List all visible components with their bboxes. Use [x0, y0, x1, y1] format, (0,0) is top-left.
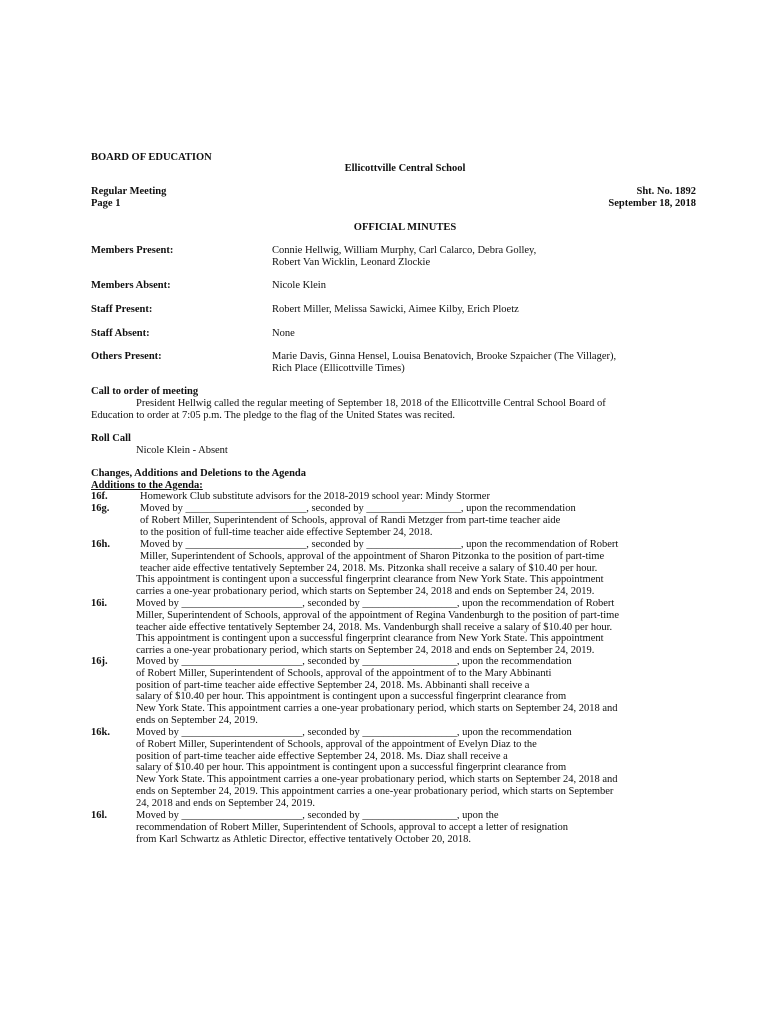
roll-call-value: Nicole Klein - Absent	[136, 445, 228, 456]
others-present-label: Others Present:	[91, 351, 162, 362]
item-line: ends on September 24, 2019.	[136, 714, 258, 726]
item-number-16i: 16i.	[91, 598, 108, 609]
agenda-item-16g	[136, 503, 576, 538]
agenda-item-16f	[140, 491, 490, 503]
item-line: of Robert Miller, Superintendent of Schools, approval of the appointment of Evelyn Diaz to the	[136, 738, 537, 750]
call-to-order-line-1: President Hellwig called the regular meeting of September 18, 2018 of the Ellicottville Central School Board of	[136, 398, 606, 409]
item-line: ends on September 24, 2019. This appointment carries a one-year probationary period, which starts on September	[136, 785, 614, 797]
board-title: BOARD OF EDUCATION	[91, 152, 212, 163]
item-line: This appointment is contingent upon a successful fingerprint clearance from New York State. This appointment	[136, 633, 604, 645]
item-number-16f: 16f.	[91, 491, 108, 502]
item-line: Moved by _______________________, seconded by __________________, upon the recommendation of Robert	[136, 598, 615, 609]
agenda-item-16h	[136, 539, 618, 598]
item-number-16l: 16l.	[91, 810, 108, 821]
others-present-line-2: Rich Place (Ellicottville Times)	[272, 363, 405, 374]
school-name: Ellicottville Central School	[344, 163, 466, 174]
members-present-line-2: Robert Van Wicklin, Leonard Zlockie	[272, 257, 431, 268]
item-line: from Karl Schwartz as Athletic Director, effective tentatively October 20, 2018.	[136, 833, 471, 845]
call-to-order-heading: Call to order of meeting	[91, 386, 199, 397]
members-absent-value: Nicole Klein	[272, 280, 326, 291]
meeting-date: September 18, 2018	[608, 198, 696, 209]
item-line: New York State. This appointment carries a one-year probationary period, which starts on September 24, 2018 and	[136, 774, 618, 786]
item-number-16g: 16g.	[91, 503, 110, 514]
page-number: Page 1	[91, 198, 121, 209]
item-line: of Robert Miller, Superintendent of Schools, approval of the appointment of to the Mary Abbinanti	[136, 667, 552, 679]
item-line: recommendation of Robert Miller, Superintendent of Schools, approval to accept a letter of resignation	[136, 821, 568, 833]
staff-absent-value: None	[272, 328, 295, 339]
members-present-label: Members Present:	[91, 245, 174, 256]
sheet-number: Sht. No. 1892	[636, 186, 696, 197]
item-number-16j: 16j.	[91, 656, 108, 667]
item-line: position of part-time teacher aide effective September 24, 2018. Ms. Abbinanti shall receive a	[136, 679, 530, 691]
item-line: 24, 2018 and ends on September 24, 2019.	[136, 797, 316, 809]
agenda-item-16i	[136, 598, 619, 657]
item-line: Miller, Superintendent of Schools, approval of the appointment of Regina Vandenburgh to the position of part-time	[136, 609, 619, 621]
others-present-line-1: Marie Davis, Ginna Hensel, Louisa Benatovich, Brooke Szpaicher (The Villager),	[272, 351, 617, 362]
item-number-16h: 16h.	[91, 539, 110, 550]
item-line: salary of $10.40 per hour. This appointment is contingent upon a successful fingerprint clearance from	[136, 691, 567, 703]
staff-present-value: Robert Miller, Melissa Sawicki, Aimee Kilby, Erich Ploetz	[272, 304, 519, 315]
call-to-order-line-2: Education to order at 7:05 p.m. The pledge to the flag of the United States was recited.	[91, 410, 455, 421]
item-line: Moved by _______________________, seconded by __________________, upon the recommendation	[136, 727, 572, 738]
item-line: Miller, Superintendent of Schools, approval of the appointment of Sharon Pitzonka to the position of part-time	[140, 550, 605, 562]
members-present-line-1: Connie Hellwig, William Murphy, Carl Calarco, Debra Golley,	[272, 245, 537, 256]
doc-title: OFFICIAL MINUTES	[353, 222, 457, 233]
meeting-type: Regular Meeting	[91, 186, 167, 197]
item-line: This appointment is contingent upon a successful fingerprint clearance from New York State. This appointment	[136, 574, 604, 586]
staff-present-label: Staff Present:	[91, 304, 153, 315]
item-line: of Robert Miller, Superintendent of Schools, approval of Randi Metzger from part-time teacher aide	[140, 514, 561, 526]
item-line: Moved by _______________________, seconded by __________________, upon the recommendation	[136, 656, 572, 667]
item-line: Moved by _______________________, seconded by __________________, upon the recommendation	[140, 503, 576, 514]
agenda-item-16l	[136, 810, 568, 845]
members-absent-label: Members Absent:	[91, 280, 171, 291]
item-line: teacher aide effective tentatively September 24, 2018. Ms. Pitzonka shall receive a salary of $10.40 per hour.	[140, 562, 598, 574]
roll-call-heading: Roll Call	[91, 433, 131, 444]
agenda-item-16k	[136, 727, 618, 810]
item-line: Moved by _______________________, seconded by __________________, upon the recommendation of Robert	[140, 539, 619, 550]
item-line: carries a one-year probationary period, which starts on September 24, 2018 and ends on September 24, 2019.	[136, 586, 595, 598]
agenda-subheading: Additions to the Agenda:	[91, 480, 203, 491]
item-line: position of part-time teacher aide effective September 24, 2018. Ms. Diaz shall receive a	[136, 750, 508, 762]
agenda-heading: Changes, Additions and Deletions to the Agenda	[91, 468, 306, 479]
item-line: salary of $10.40 per hour. This appointment is contingent upon a successful fingerprint clearance from	[136, 762, 567, 774]
item-line: New York State. This appointment carries a one-year probationary period, which starts on September 24, 2018 and	[136, 703, 618, 715]
item-line: teacher aide effective tentatively September 24, 2018. Ms. Vandenburgh shall receive a salary of $10.40 per hour.	[136, 621, 613, 633]
agenda-item-16j	[136, 656, 618, 727]
item-line: carries a one-year probationary period, which starts on September 24, 2018 and ends on September 24, 2019.	[136, 645, 595, 657]
item-line: Homework Club substitute advisors for the 2018-2019 school year: Mindy Stormer	[140, 491, 490, 502]
item-number-16k: 16k.	[91, 727, 110, 738]
item-line: to the position of full-time teacher aide effective September 24, 2018.	[140, 526, 433, 538]
staff-absent-label: Staff Absent:	[91, 328, 150, 339]
item-line: Moved by _______________________, seconded by __________________, upon the	[136, 810, 499, 821]
